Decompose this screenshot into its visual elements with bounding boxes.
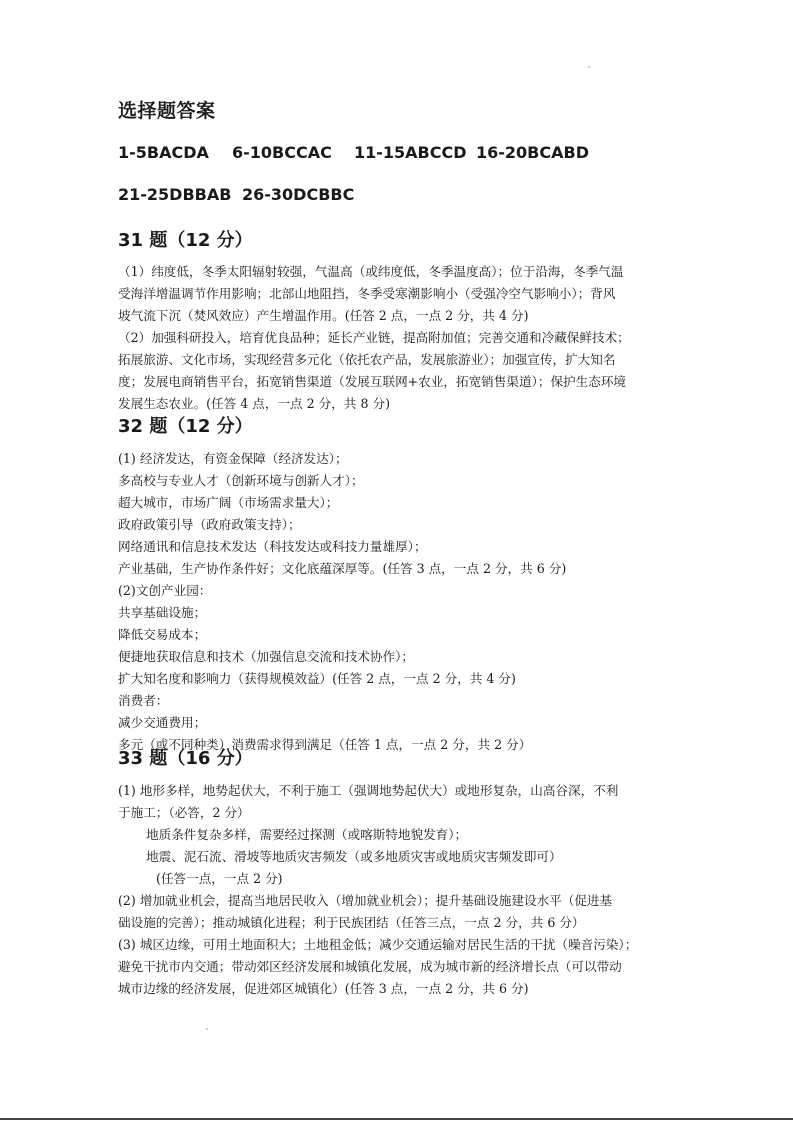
text-line: 扩大知名度和影响力（获得规模效益）(任答 2 点，一点 2 分，共 4 分) <box>118 671 516 686</box>
text-line: 地震、泥石流、滑坡等地质灾害频发（或多地质灾害或地质灾害频发即可） <box>146 849 562 864</box>
text-line: 地质条件复杂多样，需要经过探测（或喀斯特地貌发育）； <box>146 827 468 842</box>
text-line: 多高校与专业人才（创新环境与创新人才）； <box>118 473 364 488</box>
answer-group: 16-20BCABD <box>476 143 589 162</box>
text-line: 消费者： <box>118 693 169 708</box>
answer-group: 6-10BCCAC <box>232 143 332 162</box>
speck-mark <box>588 66 590 68</box>
text-line: 超大城市，市场广阔（市场需求量大）； <box>118 495 339 510</box>
text-line: （1）纬度低，冬季太阳辐射较强，气温高（或纬度低，冬季温度高）；位于沿海，冬季气温 <box>118 264 624 279</box>
text-line: (1) 经济发达，有资金保障（经济发达）； <box>118 451 348 466</box>
answer-group: 21-25DBBAB <box>118 185 232 204</box>
bottom-border <box>0 1118 793 1120</box>
text-line: 网络通讯和信息技术发达（科技发达或科技力量雄厚）； <box>118 539 427 554</box>
q33-heading: 33 题（16 分） <box>118 748 253 769</box>
text-line: 坡气流下沉（焚风效应）产生增温作用。(任答 2 点，一点 2 分，共 4 分) <box>118 308 529 323</box>
text-line: 降低交易成本； <box>118 627 207 642</box>
answer-group: 1-5BACDA <box>118 143 209 162</box>
text-line: (1) 地形多样，地势起伏大，不利于施工（强调地势起伏大）或地形复杂，山高谷深，不利 <box>118 783 619 798</box>
text-line: (2) 增加就业机会，提高当地居民收入（增加就业机会）；提升基础设施建设水平（促进基 <box>118 893 613 908</box>
text-line: 受海洋增温调节作用影响；北部山地阻挡，冬季受寒潮影响小（受强冷空气影响小）；背风 <box>118 286 616 301</box>
q31-body <box>118 261 688 415</box>
text-line: 拓展旅游、文化市场，实现经营多元化（依托农产品，发展旅游业）；加强宣传，扩大知名 <box>118 352 616 367</box>
q32-heading: 32 题（12 分） <box>118 416 253 437</box>
text-line: 减少交通费用； <box>118 715 207 730</box>
text-line: 多元（或不同种类）消费需求得到满足（任答 1 点，一点 2 分，共 2 分） <box>118 737 532 752</box>
speck-mark <box>206 1028 208 1030</box>
text-line: 避免干扰市内交通；带动郊区经济发展和城镇化发展，成为城市新的经济增长点（可以带动 <box>118 959 622 974</box>
text-line: (3) 城区边缘，可用土地面积大；土地租金低；减少交通运输对居民生活的干扰（噪音污染）； <box>118 937 638 952</box>
answer-group: 11-15ABCCD <box>354 143 467 162</box>
text-line: 发展生态农业。(任答 4 点，一点 2 分，共 8 分) <box>118 396 390 411</box>
text-line: (任答一点，一点 2 分) <box>156 871 283 886</box>
text-line: 城市边缘的经济发展，促进郊区城镇化）(任答 3 点，一点 2 分，共 6 分) <box>118 981 529 996</box>
text-line: 政府政策引导（政府政策支持）； <box>118 517 301 532</box>
text-line: 础设施的完善）；推动城镇化进程；利于民族团结（任答三点，一点 2 分，共 6 分） <box>118 915 585 930</box>
text-line: 度；发展电商销售平台，拓宽销售渠道（发展互联网+农业，拓宽销售渠道）；保护生态环境 <box>118 374 627 389</box>
q33-body <box>118 780 688 1000</box>
text-line: 便捷地获取信息和技术（加强信息交流和技术协作）； <box>118 649 414 664</box>
q31-heading: 31 题（12 分） <box>118 230 253 251</box>
q32-body <box>118 448 688 756</box>
text-line: 产业基础，生产协作条件好；文化底蕴深厚等。(任答 3 点，一点 2 分，共 6 分) <box>118 561 567 576</box>
text-line: (2)文创产业园： <box>118 583 212 598</box>
text-line: 共享基础设施； <box>118 605 207 620</box>
text-line: （2）加强科研投入，培育优良品种；延长产业链，提高附加值；完善交通和冷藏保鲜技术； <box>118 330 630 345</box>
answer-group: 26-30DCBBC <box>242 185 355 204</box>
page-title: 选择题答案 <box>118 100 216 122</box>
text-line: 于施工；（必答，2 分） <box>118 805 250 820</box>
